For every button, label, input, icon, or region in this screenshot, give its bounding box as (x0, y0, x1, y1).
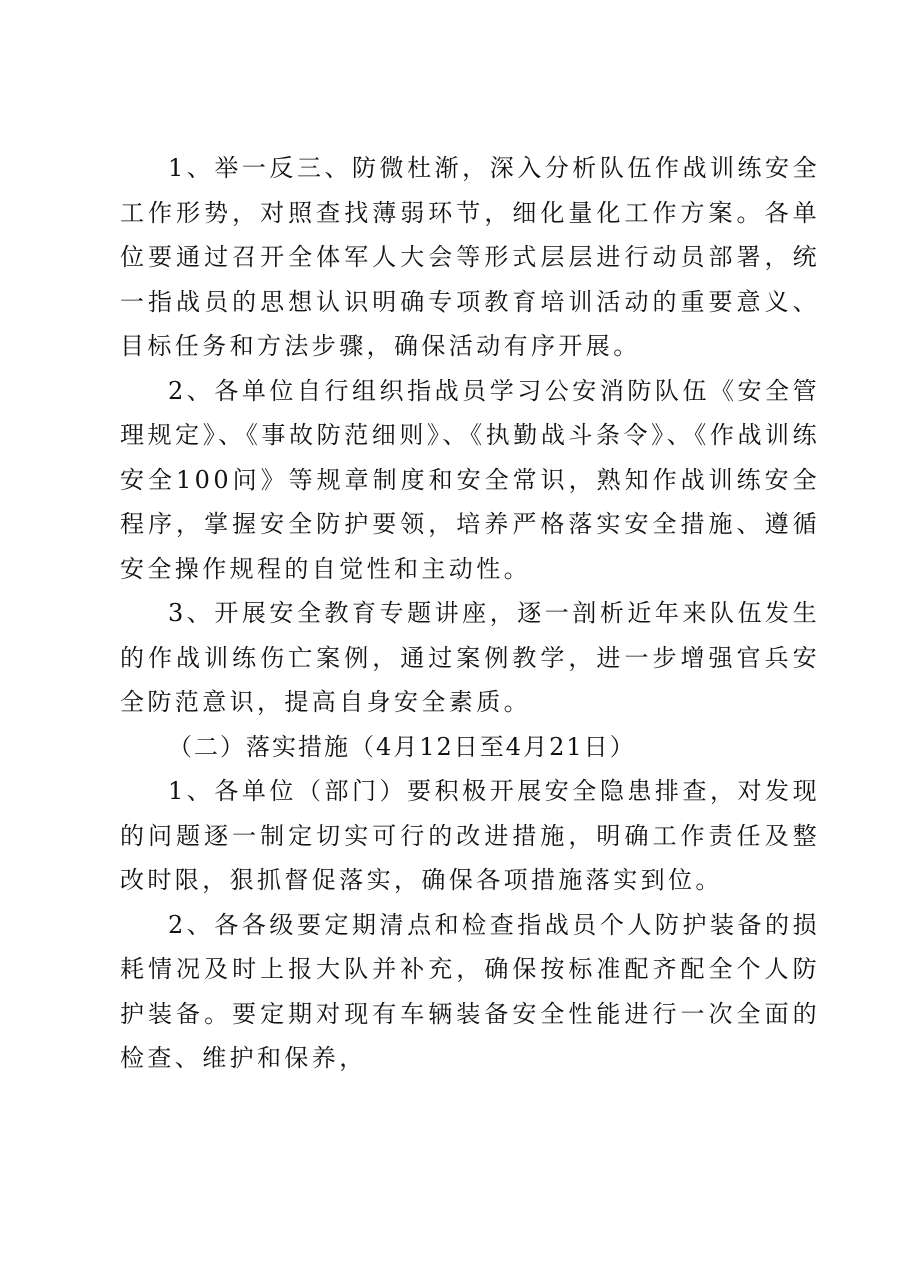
paragraph-5: 2、各各级要定期清点和检查指战员个人防护装备的损耗情况及时上报大队并补充，确保按标准配齐配全个人防护装备。要定期对现有车辆装备安全性能进行一次全面的检查、维护和保养， (120, 910, 820, 1072)
paragraph-2: 2、各单位自行组织指战员学习公安消防队伍《安全管理规定》、《事故防范细则》、《执勤战斗条令》、《作战训练安全100问》等规章制度和安全常识，熟知作战训练安全程序，掌握安全防护要领，培养严格落实安全措施、遵循安全操作规程的自觉性和主动性。 (120, 376, 820, 583)
document-body (120, 146, 820, 1081)
paragraph-1: 1、举一反三、防微杜渐，深入分析队伍作战训练安全工作形势，对照查找薄弱环节，细化量化工作方案。各单位要通过召开全体军人大会等形式层层进行动员部署，统一指战员的思想认识明确专项教育培训活动的重要意义、目标任务和方法步骤，确保活动有序开展。 (120, 154, 820, 360)
section-heading: （二）落实措施（4月12日至4月21日） (168, 732, 636, 761)
paragraph-4: 1、各单位（部门）要积极开展安全隐患排查，对发现的问题逐一制定切实可行的改进措施，明确工作责任及整改时限，狠抓督促落实，确保各项措施落实到位。 (120, 777, 820, 894)
paragraph-3: 3、开展安全教育专题讲座，逐一剖析近年来队伍发生的作战训练伤亡案例，通过案例教学，进一步增强官兵安全防范意识，提高自身安全素质。 (120, 599, 820, 716)
